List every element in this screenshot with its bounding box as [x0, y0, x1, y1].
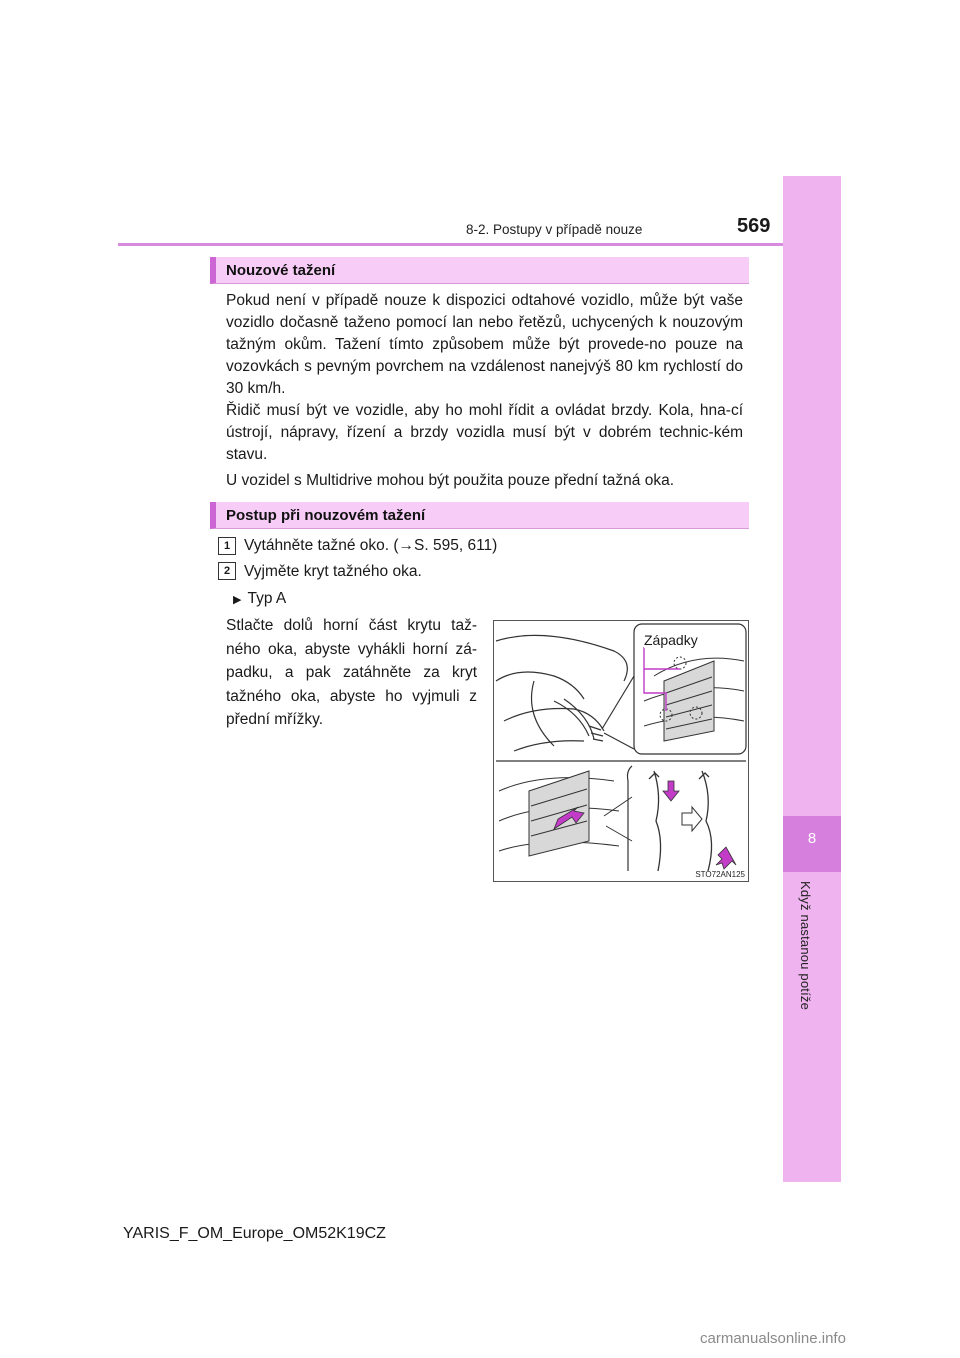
section-title: Postup při nouzovém tažení: [226, 507, 426, 524]
typ-a-description: Stlačte dolů horní část krytu taž-ného oka, abyste vyhákli horní zá-padku, a pak zatáhněte za kryt tažného oka, abyste ho vyjmuli z přední mřížky.: [226, 617, 477, 728]
watermark-text: carmanualsonline.info: [700, 1330, 846, 1347]
typ-heading: [233, 590, 286, 608]
intro-paragraph-1: Pokud není v případě nouze k dispozici odtahové vozidlo, může být vaše vozidlo dočasně taženo pomocí lan nebo řetězů, uchycených k nouzovým tažným okům. Tažení tímto způsobem může být provede-no pouze na vozovkách s pevným povrchem na vzdálenost nanejvýš 80 km rychlostí do 30 km/h.: [226, 292, 743, 397]
header-rule: [118, 243, 783, 246]
page-number: 569: [737, 215, 771, 237]
triangle-bullet-icon: ▶: [233, 594, 242, 606]
step-number-2: 2: [218, 562, 236, 580]
section-heading-emergency-towing: [210, 257, 749, 284]
step-text-2: Vyjměte kryt tažného oka.: [244, 563, 422, 580]
typ-label: Typ A: [247, 590, 287, 607]
illustration-svg: [494, 621, 748, 881]
tow-eye-cover-illustration: [493, 620, 749, 882]
header-section-title: 8-2. Postupy v případě nouze: [466, 222, 643, 237]
section-title: Nouzové tažení: [226, 262, 336, 279]
intro-paragraph-3: U vozidel s Multidrive mohou být použita pouze přední tažná oka.: [226, 472, 675, 489]
footer-document-code: YARIS_F_OM_Europe_OM52K19CZ: [123, 1225, 386, 1242]
intro-paragraph-2: Řidič musí být ve vozidle, aby ho mohl řídit a ovládat brzdy. Kola, hna-cí ústrojí, nápravy, řízení a brzdy vozidla musí být v dobrém technic-kém stavu.: [226, 402, 743, 463]
step-text-1: Vytáhněte tažné oko. (→S. 595, 611): [244, 537, 498, 554]
chapter-title: Když nastanou potíže: [798, 881, 813, 1011]
chapter-number: 8: [807, 830, 817, 847]
figure-code: STO72AN125: [695, 870, 745, 879]
chapter-side-tab: [783, 176, 841, 1182]
section-heading-towing-procedure: [210, 502, 749, 529]
figure-callout-label: Západky: [644, 632, 698, 648]
step-number-1: 1: [218, 537, 236, 555]
